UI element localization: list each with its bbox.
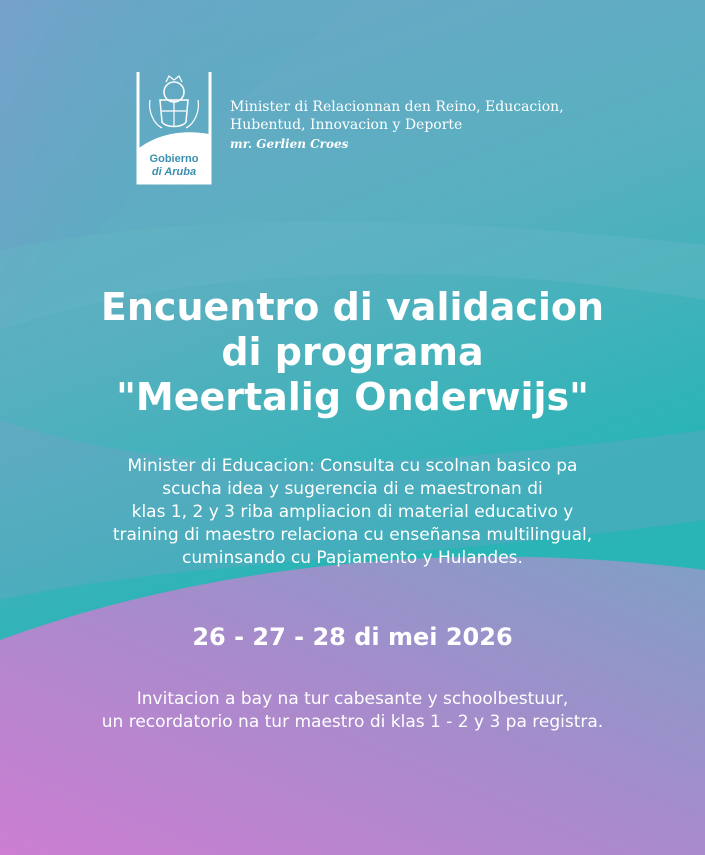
description-line-5: cuminsando cu Papiamento y Hulandes. <box>182 548 523 568</box>
title-line-3: "Meertalig Onderwijs" <box>116 375 589 419</box>
event-description <box>0 455 705 570</box>
invitation-line-2: un recordatorio na tur maestro di klas 1 - 2 y 3 pa registra. <box>101 712 604 732</box>
description-line-1: Minister di Educacion: Consulta cu scolnan basico pa <box>127 456 578 476</box>
event-title <box>0 285 705 420</box>
gobierno-di-aruba-logo <box>136 70 212 185</box>
ministry-line-2: Hubentud, Innovacion y Deporte <box>230 117 463 133</box>
description-line-2: scucha idea y sugerencia di e maestronan di <box>162 479 543 499</box>
minister-name: mr. Gerlien Croes <box>230 137 349 151</box>
ministry-line-1: Minister di Relacionnan den Reino, Educacion, <box>230 99 564 115</box>
event-date: 26 - 27 - 28 di mei 2026 <box>192 623 513 651</box>
svg-text:Gobierno: Gobierno <box>149 153 199 165</box>
description-line-3: klas 1, 2 y 3 riba ampliacion di material educativo y <box>131 502 574 522</box>
title-line-1: Encuentro di validacion <box>100 285 605 329</box>
svg-text:di Aruba: di Aruba <box>151 166 197 178</box>
coat-of-arms-icon <box>136 70 212 185</box>
title-line-2: di programa <box>221 330 484 374</box>
ministry-header <box>230 98 670 152</box>
invitation-line-1: Invitacion a bay na tur cabesante y schoolbestuur, <box>136 689 569 709</box>
description-line-4: training di maestro relaciona cu enseñansa multilingual, <box>112 525 593 545</box>
invitation-text <box>0 688 705 734</box>
